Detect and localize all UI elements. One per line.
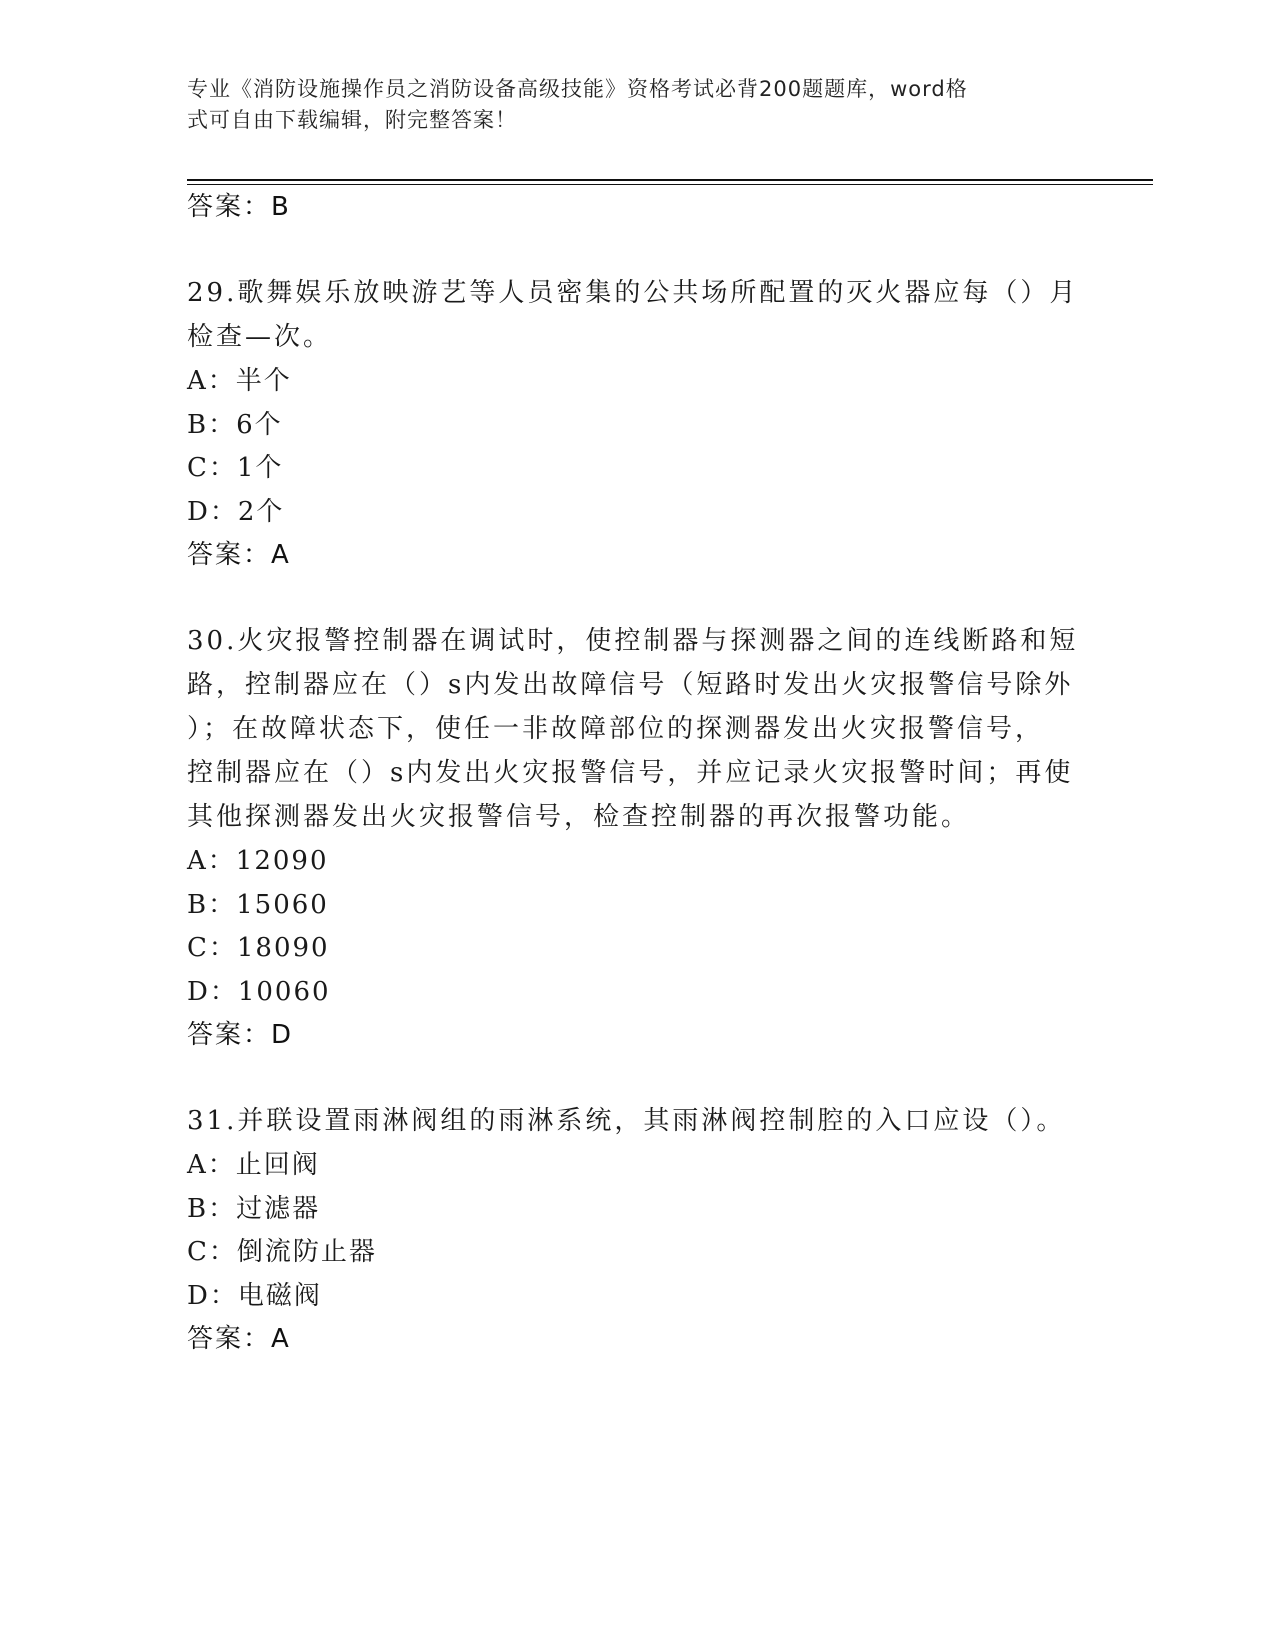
question-text-line: 控制器应在（）s内发出火灾报警信号，并应记录火灾报警时间；再使 xyxy=(187,758,1074,788)
header-divider-thin xyxy=(187,184,1153,185)
option-b: B：过滤器 xyxy=(187,1194,321,1224)
option-a: A：止回阀 xyxy=(187,1150,320,1180)
header-line-1: 专业《消防设施操作员之消防设备高级技能》资格考试必背200题题库，word格 xyxy=(187,77,968,101)
option-a: A：半个 xyxy=(187,366,292,396)
question-text-line: 检查—次。 xyxy=(187,322,333,352)
option-c: C：倒流防止器 xyxy=(187,1237,377,1267)
answer: 答案：A xyxy=(187,540,291,570)
option-b: B：6个 xyxy=(187,410,283,440)
option-d: D：10060 xyxy=(187,977,331,1007)
question-text-line: ）；在故障状态下，使任一非故障部位的探测器发出火灾报警信号， xyxy=(187,714,1045,744)
option-d: D：电磁阀 xyxy=(187,1281,322,1311)
answer: 答案：D xyxy=(187,1020,294,1050)
question-text-line: 31.并联设置雨淋阀组的雨淋系统，其雨淋阀控制腔的入口应设（）。 xyxy=(187,1106,1066,1136)
option-a: A：12090 xyxy=(187,846,329,876)
option-c: C：1个 xyxy=(187,453,284,483)
header-line-2: 式可自由下载编辑，附完整答案！ xyxy=(187,108,517,132)
question-text-line: 路，控制器应在（）s内发出故障信号（短路时发出火灾报警信号除外 xyxy=(187,670,1074,700)
option-c: C：18090 xyxy=(187,933,330,963)
previous-answer: 答案：B xyxy=(187,192,291,222)
option-b: B：15060 xyxy=(187,890,329,920)
question-text-line: 30.火灾报警控制器在调试时，使控制器与探测器之间的连线断路和短 xyxy=(187,626,1079,656)
option-d: D：2个 xyxy=(187,497,285,527)
header-divider xyxy=(187,179,1153,181)
document-header xyxy=(187,74,1067,136)
question-text-line: 29.歌舞娱乐放映游艺等人员密集的公共场所配置的灭火器应每（）月 xyxy=(187,278,1079,308)
question-text-line: 其他探测器发出火灾报警信号，检查控制器的再次报警功能。 xyxy=(187,802,971,832)
answer: 答案：A xyxy=(187,1324,291,1354)
